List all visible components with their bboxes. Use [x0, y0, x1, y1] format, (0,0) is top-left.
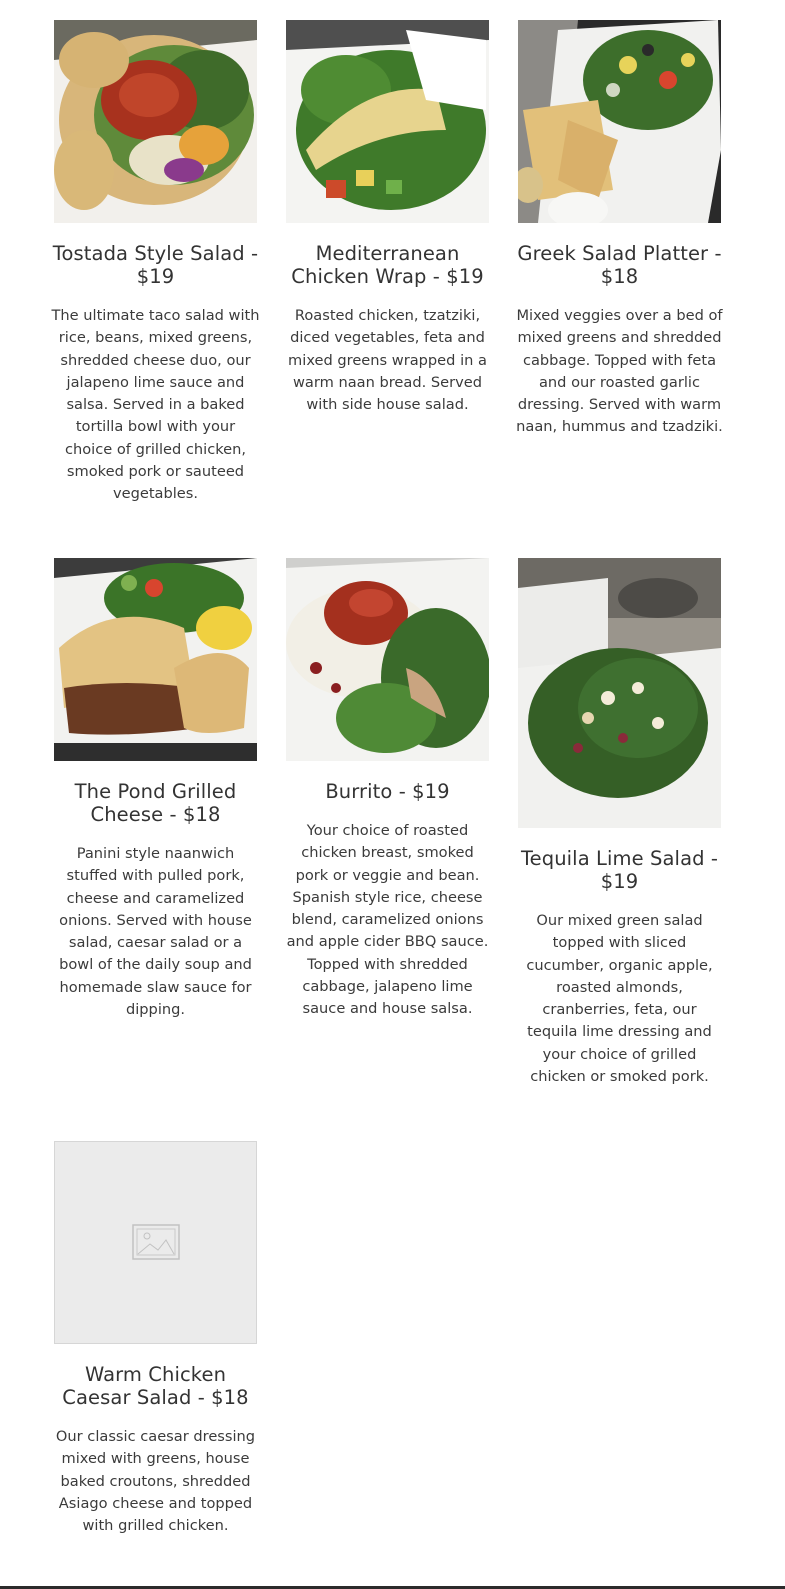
item-title: Burrito - $19: [325, 780, 450, 803]
item-description: Your choice of roasted chicken breast, smoked pork or veggie and bean. Spanish style rice, cheese blend, caramelized onions and apple cider BBQ sauce. Topped with shredded cabbage, jalapeno lime sauce and house salsa.: [286, 822, 489, 1018]
item-title: Mediterranean Chicken Wrap - $19: [291, 242, 484, 288]
item-title: Tostada Style Salad - $19: [52, 242, 259, 288]
item-description: The ultimate taco salad with rice, beans, mixed greens, shredded cheese duo, our jalapeno lime sauce and salsa. Served in a baked tortilla bowl with your choice of grilled chicken, smoked pork or sauteed vegetables.: [51, 307, 260, 503]
item-description: Our classic caesar dressing mixed with greens, house baked croutons, shredded Asiago cheese and topped with grilled chicken.: [55, 1428, 256, 1535]
greek-salad-photo: [518, 20, 721, 223]
grilled-cheese-photo: [54, 558, 257, 761]
item-title: Tequila Lime Salad - $19: [520, 847, 719, 893]
mediterranean-wrap-photo: [286, 20, 489, 223]
menu-item-burrito: [286, 558, 489, 1021]
burrito-photo: [286, 558, 489, 761]
menu-item-greek-salad: [518, 20, 721, 439]
item-description: Our mixed green salad topped with sliced cucumber, organic apple, roasted almonds, cranberries, feta, our tequila lime dressing and your choice of grilled chicken or smoked pork.: [526, 912, 713, 1086]
menu-item-pond-grilled-cheese: [54, 558, 257, 1021]
item-description: Mixed veggies over a bed of mixed greens and shredded cabbage. Topped with feta and our roasted garlic dressing. Served with warm naan, hummus and tzadziki.: [516, 307, 723, 436]
image-placeholder: [54, 1141, 257, 1344]
item-description: Roasted chicken, tzatziki, diced vegetables, feta and mixed greens wrapped in a warm naan bread. Served with side house salad.: [288, 307, 487, 414]
menu-item-tequila-lime-salad: [518, 558, 721, 1088]
tostada-salad-photo: [54, 20, 257, 223]
menu-item-tostada-salad: [51, 20, 260, 506]
menu-item-mediterranean-wrap: [286, 20, 489, 416]
image-placeholder-icon: [132, 1224, 180, 1260]
item-title: Warm Chicken Caesar Salad - $18: [62, 1363, 249, 1409]
item-title: Greek Salad Platter - $18: [517, 242, 722, 288]
menu-item-warm-chicken-caesar: [54, 1141, 257, 1537]
tequila-lime-salad-photo: [518, 558, 721, 828]
item-title: The Pond Grilled Cheese - $18: [74, 780, 237, 826]
item-description: Panini style naanwich stuffed with pulled pork, cheese and caramelized onions. Served with house salad, caesar salad or a bowl of the daily soup and homemade slaw sauce for dipping.: [59, 845, 252, 1019]
